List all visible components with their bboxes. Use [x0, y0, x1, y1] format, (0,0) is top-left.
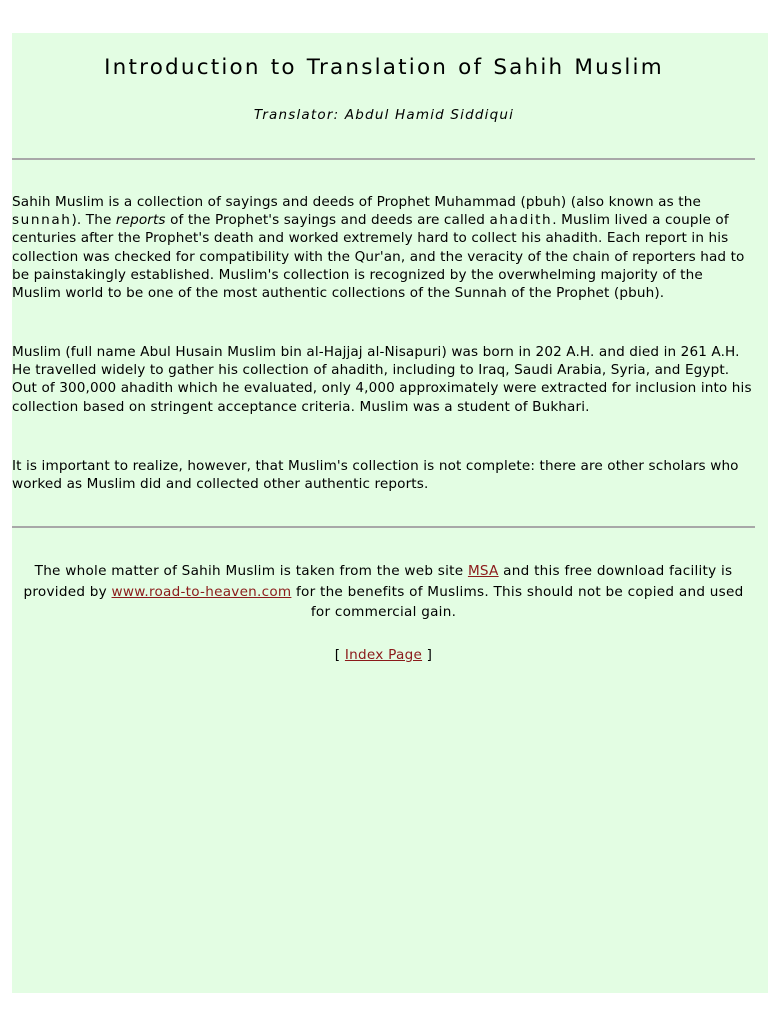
notice-text: The whole matter of Sahih Muslim is taken from the web site: [34, 563, 468, 579]
source-notice: [12, 561, 755, 623]
intro-text: . Muslim lived a couple of centuries after the Prophet's death and worked extremely hard to collect his ahadith. Each report in his collection was checked for compatibility with the Qur'an, and the veracity of the chain of reporters had to be painstakingly established. Muslim's collection is recognized by the overwhelming majority of the Muslim world to be one of the most authentic collections of the Sunnah of the Prophet (pbuh).: [12, 212, 745, 302]
index-page-link[interactable]: Index Page: [344, 647, 423, 663]
intro-paragraph-3: It is important to realize, however, that Muslim's collection is not complete: there are other scholars who worked as Muslim did and collected other authentic reports.: [12, 458, 739, 493]
translator-credit: Translator: Abdul Hamid Siddiqui: [253, 107, 515, 123]
horizontal-rule-top: [12, 158, 755, 160]
bracket-open: [: [334, 647, 345, 663]
road-to-heaven-link[interactable]: www.road-to-heaven.com: [111, 583, 292, 600]
horizontal-rule-bottom: [12, 526, 755, 528]
notice-text: for the benefits of Muslims. This should not be copied and used for commercial gain.: [291, 583, 744, 620]
document-page: [12, 33, 768, 993]
reports-term: reports: [115, 212, 166, 229]
msa-link[interactable]: MSA: [467, 563, 499, 579]
intro-text: Sahih Muslim is a collection of sayings and deeds of Prophet Muhammad (pbuh) (also known as the: [12, 194, 701, 210]
ahadith-term: ahadith: [489, 212, 553, 229]
bracket-close: ]: [422, 647, 433, 663]
intro-paragraph-2: Muslim (full name Abul Husain Muslim bin al-Hajjaj al-Nisapuri) was born in 202 A.H. and died in 261 A.H. He travelled widely to gather his collection of ahadith, including to Iraq, Saudi Arabia, Syria, and Egypt. Out of 300,000 ahadith which he evaluated, only 4,000 approximately were extracted for inclusion into his collection based on stringent acceptance criteria. Muslim was a student of Bukhari.: [12, 344, 752, 415]
sunnah-term: sunnah: [12, 212, 72, 229]
intro-text: of the Prophet's sayings and deeds are called: [165, 212, 490, 229]
intro-text: ). The: [71, 212, 116, 229]
notice-text: and this free download facility is provided by: [23, 563, 733, 600]
index-navigation: [12, 645, 755, 665]
intro-paragraph-1: [12, 193, 755, 302]
page-title: Introduction to Translation of Sahih Muslim: [104, 55, 664, 80]
